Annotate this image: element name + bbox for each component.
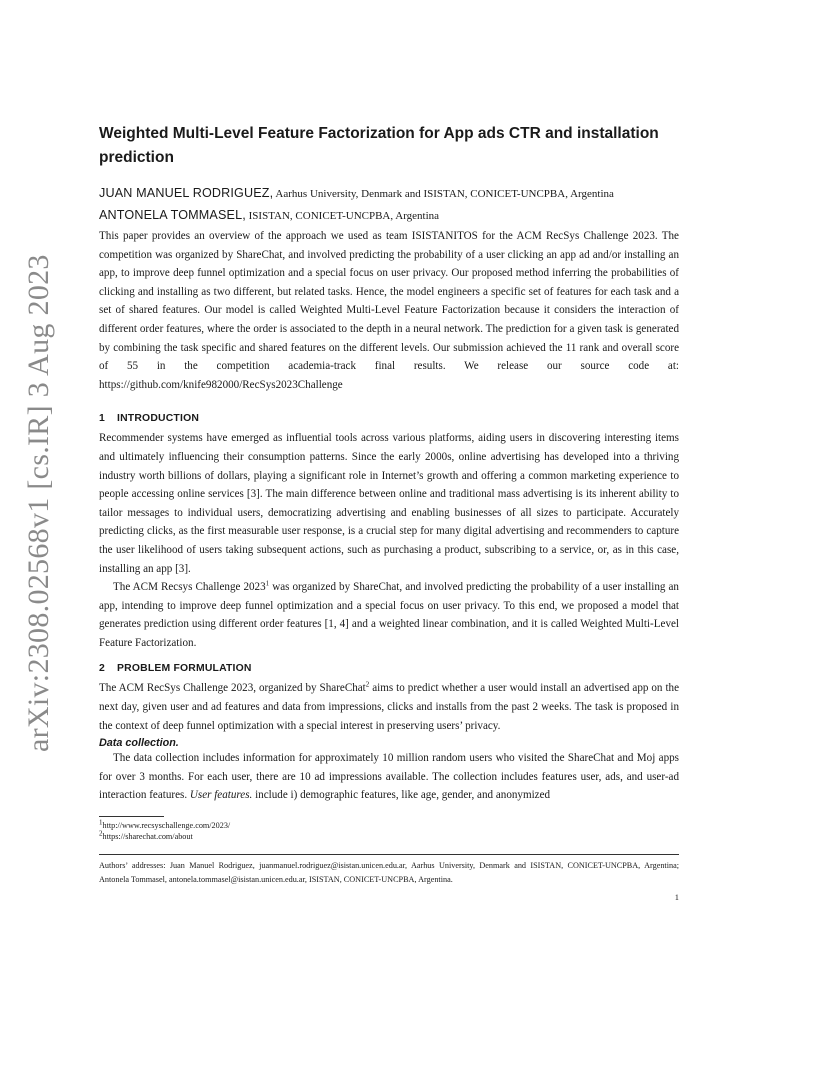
text-run: include i) demographic features, like age, gender, and anonymized (252, 789, 551, 802)
data-collection-paragraph (99, 749, 679, 805)
section-title: PROBLEM FORMULATION (117, 663, 252, 675)
footnote-divider (99, 816, 164, 817)
author-line (99, 183, 679, 205)
author-list (99, 183, 679, 227)
abstract: This paper provides an overview of the approach we used as team ISISTANITOS for the ACM RecSys Challenge 2023. The competition was organized by ShareChat, and involved predicting the probability of a user clicking an app ad and/or installing an app, to improve deep funnel optimization and a special focus on user privacy. Our proposed method inferring the probabilities of clicking and installing as two different, but related tasks. Hence, the model engineers a specific set of features for each task and a set of shared features. Our model is called Weighted Multi-Level Feature Factorization because it considers the interaction of different order features, where the order is associated to the depth in a neural network. The prediction for a given task is generated by combining the task specific and shared features on the different levels. Our submission achieved the 11 rank and overall score of 55 in the competition academia-track final results. We release our source code at: https://github.com/knife982000/RecSys2023Challenge (99, 230, 679, 391)
footnote-mark: 2 (99, 829, 103, 838)
section-heading-problem-formulation (99, 663, 679, 674)
page-number: 1 (674, 892, 679, 903)
author-name: ANTONELA TOMMASEL, (99, 208, 246, 222)
address-divider (99, 854, 679, 855)
footnote-mark: 1 (99, 818, 103, 827)
subheading-data-collection: Data collection. (99, 737, 179, 750)
text-run: The ACM Recsys Challenge 2023 (113, 581, 266, 594)
paper-page (99, 122, 679, 902)
arxiv-stamp: arXiv:2308.02568v1 [cs.IR] 3 Aug 2023 (22, 254, 55, 752)
footnote-ref: 2 (365, 680, 370, 689)
text-run: was organized by ShareChat, and involved predicting the probability of a user installing an app, intending to improve deep funnel optimization and a special focus on user privacy. To this end, we proposed a model that generates prediction using different order features [1, 4] and a weighted linear combination, and it is called Weighted Multi-Level Feature Factorization. (99, 581, 679, 649)
intro-paragraph-2 (99, 578, 679, 652)
footnote-link[interactable]: http://www.recsyschallenge.com/2023/ (102, 821, 231, 831)
section-title: INTRODUCTION (117, 413, 200, 425)
text-run: The ACM RecSys Challenge 2023, organized by ShareChat (99, 682, 366, 695)
section-heading-introduction (99, 413, 679, 424)
author-addresses: Authors’ addresses: Juan Manuel Rodriguez, juanmanuel.rodriguez@isistan.unicen.edu.ar, Aarhus University, Denmark and ISISTAN, CONICET-UNCPBA, Argentina; Antonela Tommasel, antonela.tommasel@isistan.unicen.edu.ar, ISISTAN, CONICET-UNCPBA, Argentina. (99, 861, 679, 884)
author-affiliation: Aarhus University, Denmark and ISISTAN, CONICET-UNCPBA, Argentina (275, 188, 614, 200)
problem-paragraph-1 (99, 679, 679, 735)
section-number: 2 (99, 663, 105, 675)
author-name: JUAN MANUEL RODRIGUEZ, (99, 186, 274, 200)
section-number: 1 (99, 413, 105, 425)
footnote (99, 820, 679, 831)
intro-paragraph-1: Recommender systems have emerged as influential tools across various platforms, aiding users in discovering interesting items and ultimately influencing their consumption patterns. Since the early 2000s, online advertising has developed into a thriving industry worth billions of dollars, playing a significant role in Internet’s growth and offering a common marketing experience to people accessing online services [3]. The main difference between online and traditional mass advertising is its inherent ability to tailor messages to individual users, democratizing advertising and enabling businesses of all sizes to participate. Accurately predicting clicks, as the first measurable user response, is a crucial step for many digital advertising and recommenders to capture the user likelihood of users taking subsequent actions, such as purchasing a product, subscribing to a service, or, as in this case, installing an app [3]. (99, 432, 679, 575)
footnote (99, 831, 679, 842)
footnote-link[interactable]: https://sharechat.com/about (102, 832, 193, 842)
text-run: The data collection includes information for approximately 10 million random users who visited the ShareChat and Moj apps for over 3 months. For each user, there are 10 ad impressions available. The collection includes features user, ads, and user-ad interaction features. (99, 752, 679, 802)
paper-title: Weighted Multi-Level Feature Factorization for App ads CTR and installation prediction (99, 125, 659, 166)
text-run: aims to predict whether a user would install an advertised app on the next day, given user and ad features and data from impressions, clicks and installs from the past 2 weeks. The task is proposed in the context of deep funnel optimization with a special interest in preserving users’ privacy. (99, 682, 679, 732)
author-line (99, 205, 679, 227)
footnote-ref: 1 (265, 579, 270, 588)
author-affiliation: ISISTAN, CONICET-UNCPBA, Argentina (248, 210, 440, 222)
emphasis: User features. (189, 789, 253, 802)
footnotes (99, 820, 679, 842)
